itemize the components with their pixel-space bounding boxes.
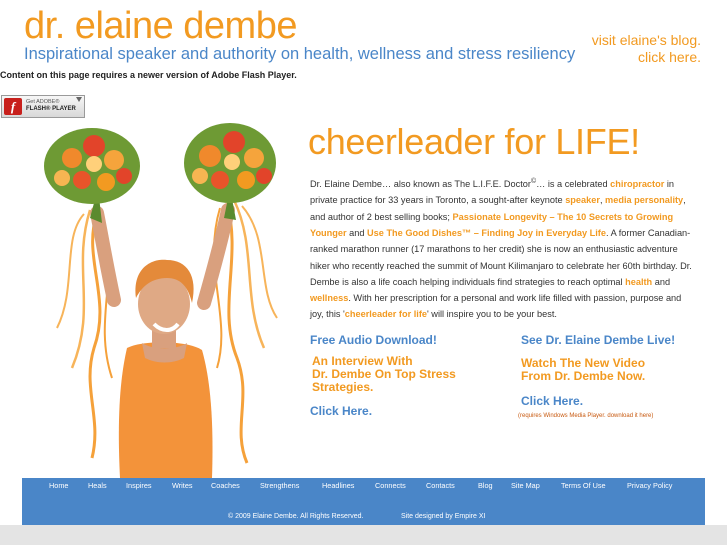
footer — [22, 478, 705, 525]
nav-item-privacy-policy[interactable]: Privacy Policy — [627, 481, 673, 490]
nav-item-headlines[interactable]: Headlines — [322, 481, 355, 490]
bio-highlight-link[interactable]: Use The Good Dishes™ – Finding Joy in Everyday Life — [367, 227, 606, 238]
video-subtitle-line[interactable]: Watch The New Video — [521, 356, 646, 370]
bio-text: © — [530, 178, 537, 185]
page-headline: cheerleader for LIFE! — [308, 121, 640, 162]
nav-item-blog[interactable]: Blog — [478, 481, 493, 490]
download-arrow-icon — [76, 97, 82, 102]
watch-video-link[interactable] — [521, 357, 691, 383]
audio-subtitle-line[interactable]: Dr. Dembe On Top Stress — [312, 367, 456, 381]
nav-item-inspires[interactable]: Inspires — [126, 481, 152, 490]
bio-highlight-link[interactable]: speaker — [565, 195, 600, 206]
footer-copyright: © 2009 Elaine Dembe. All Rights Reserved. — [228, 513, 364, 520]
blog-link[interactable] — [592, 32, 701, 66]
nav-item-terms-of-use[interactable]: Terms Of Use — [561, 481, 606, 490]
nav-item-connects[interactable]: Connects — [375, 481, 406, 490]
bio-highlight-link[interactable]: health — [625, 276, 653, 287]
blog-link-line2[interactable]: click here. — [637, 49, 701, 65]
nav-item-heals[interactable]: Heals — [88, 481, 107, 490]
bio-text: and — [652, 276, 671, 287]
flash-logo-icon: f — [4, 98, 22, 115]
nav-item-strengthens[interactable]: Strengthens — [260, 481, 300, 490]
media-player-note-link[interactable]: (requires Windows Media Player. download it here) — [518, 413, 654, 419]
audio-subtitle-line[interactable]: Strategies. — [312, 380, 374, 394]
flash-badge-line2: FLASH® PLAYER — [26, 106, 76, 112]
footer-nav — [22, 478, 705, 494]
bio-highlight-link[interactable]: wellness — [310, 293, 349, 304]
bio-highlight-link[interactable]: chiropractor — [610, 179, 665, 190]
bio-highlight-link[interactable]: cheerleader for life — [344, 309, 427, 320]
nav-item-contacts[interactable]: Contacts — [426, 481, 455, 490]
page-bottom-strip — [0, 525, 727, 545]
footer-credit-link[interactable]: Site designed by Empire XI — [401, 513, 486, 520]
flash-badge-line1: Get ADOBE® — [26, 99, 60, 105]
hero-photo — [2, 118, 300, 478]
nav-item-site-map[interactable]: Site Map — [511, 481, 540, 490]
bio-highlight-link[interactable]: Passionate Longevity – The 10 Secrets to Growing Younger — [310, 211, 674, 238]
bio-text: … is a celebrated — [536, 179, 611, 190]
bio-paragraph — [310, 174, 694, 323]
audio-subtitle-line[interactable]: An Interview With — [312, 354, 413, 368]
nav-item-coaches[interactable]: Coaches — [211, 481, 240, 490]
video-subtitle-line[interactable]: From Dr. Dembe Now. — [521, 369, 646, 383]
bio-text: , and author of 2 best selling books; — [310, 195, 686, 222]
audio-download-heading[interactable]: Free Audio Download! — [310, 333, 437, 347]
audio-click-here-link[interactable]: Click Here. — [310, 404, 373, 418]
flash-notice: Content on this page requires a newer version of Adobe Flash Player. — [0, 70, 297, 80]
site-title[interactable]: dr. elaine dembe — [24, 5, 297, 47]
bio-text: ' will inspire you to be your best. — [427, 309, 557, 320]
nav-item-writes[interactable]: Writes — [172, 481, 193, 490]
get-flash-player-button[interactable] — [1, 95, 85, 118]
nav-item-home[interactable]: Home — [49, 481, 69, 490]
video-click-here-link[interactable]: Click Here. — [521, 394, 584, 408]
bio-text: in private practice for 33 years in Toronto, a sought-after keynote — [310, 179, 675, 206]
blog-link-line1[interactable]: visit elaine's blog. — [591, 32, 701, 48]
bio-text: Dr. Elaine Dembe… also known as The L.I.F.E. Doctor — [310, 179, 531, 190]
bio-text: and — [346, 227, 368, 238]
video-heading[interactable]: See Dr. Elaine Dembe Live! — [521, 333, 676, 347]
bio-highlight-link[interactable]: media personality — [605, 195, 684, 206]
site-tagline: Inspirational speaker and authority on health, wellness and stress resiliency — [24, 45, 576, 63]
audio-interview-link[interactable] — [312, 355, 492, 394]
bio-text: . With her prescription for a personal and work life filled with passion, purpose and joy, this ' — [310, 293, 682, 320]
bio-text: . A former Canadian-ranked marathon runner (17 marathons to her credit) she is now an enthusiastic adventure hiker who recently reached the summit of Mount Kilimanjaro to celebrate her 60th birthday. Dr. Dembe is also a life coach helping individuals find strategies to reach optimal — [310, 227, 692, 287]
bio-text: , — [599, 195, 606, 206]
